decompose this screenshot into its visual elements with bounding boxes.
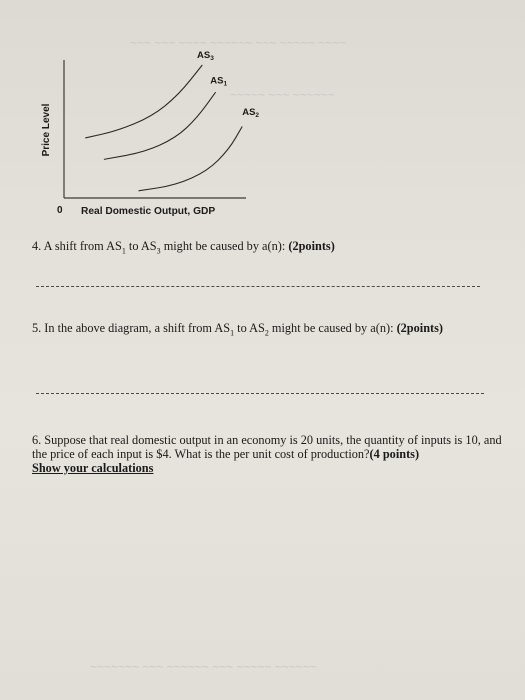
question-4: 4. A shift from $AS_1$ to $AS_3$ might be caused by a(n): (2points) [32, 239, 335, 256]
question-6-line-1: 6. Suppose that real domestic output in an economy is 20 units, the quantity of inputs is 10, and [32, 433, 502, 447]
question-5: 5. In the above diagram, a shift from $AS_1$ to $AS_2$ might be caused by a(n): (2points) [32, 321, 444, 338]
answer-line-4 [36, 286, 480, 287]
answer-line-5 [36, 393, 484, 394]
as-curve-labels [197, 50, 259, 119]
as-curve-label-2: $AS_2$ [242, 107, 260, 120]
aggregate-supply-chart [0, 0, 525, 230]
bleed-through-text: ~~~~~ ~~~ ~~~~~~ [230, 88, 335, 102]
as-curve-3 [85, 65, 202, 138]
question-6-line-2: the price of each input is $4. What is the per unit cost of production?(4 points) [32, 447, 420, 461]
as-curve-2 [138, 127, 242, 191]
bleed-through-text: ~~~~~~~ ~~~ ~~~~~~ ~~~ ~~~~~ ~~~~~~ [90, 660, 317, 674]
bleed-through-text: ~~~ ~~~ ~~~~ ~~~~~~ ~~~ ~~~~~ ~~~~ [130, 36, 347, 50]
as-curve-label-1: $AS_1$ [210, 75, 228, 88]
as-curve-1 [104, 92, 216, 159]
y-axis-label: Price Level [41, 103, 52, 157]
show-calculations-label: Show your calculations [32, 461, 154, 475]
origin-label: 0 [57, 205, 63, 216]
x-axis-label: Real Domestic Output, GDP [81, 206, 216, 217]
as-curve-label-3: $AS_3$ [197, 49, 214, 62]
